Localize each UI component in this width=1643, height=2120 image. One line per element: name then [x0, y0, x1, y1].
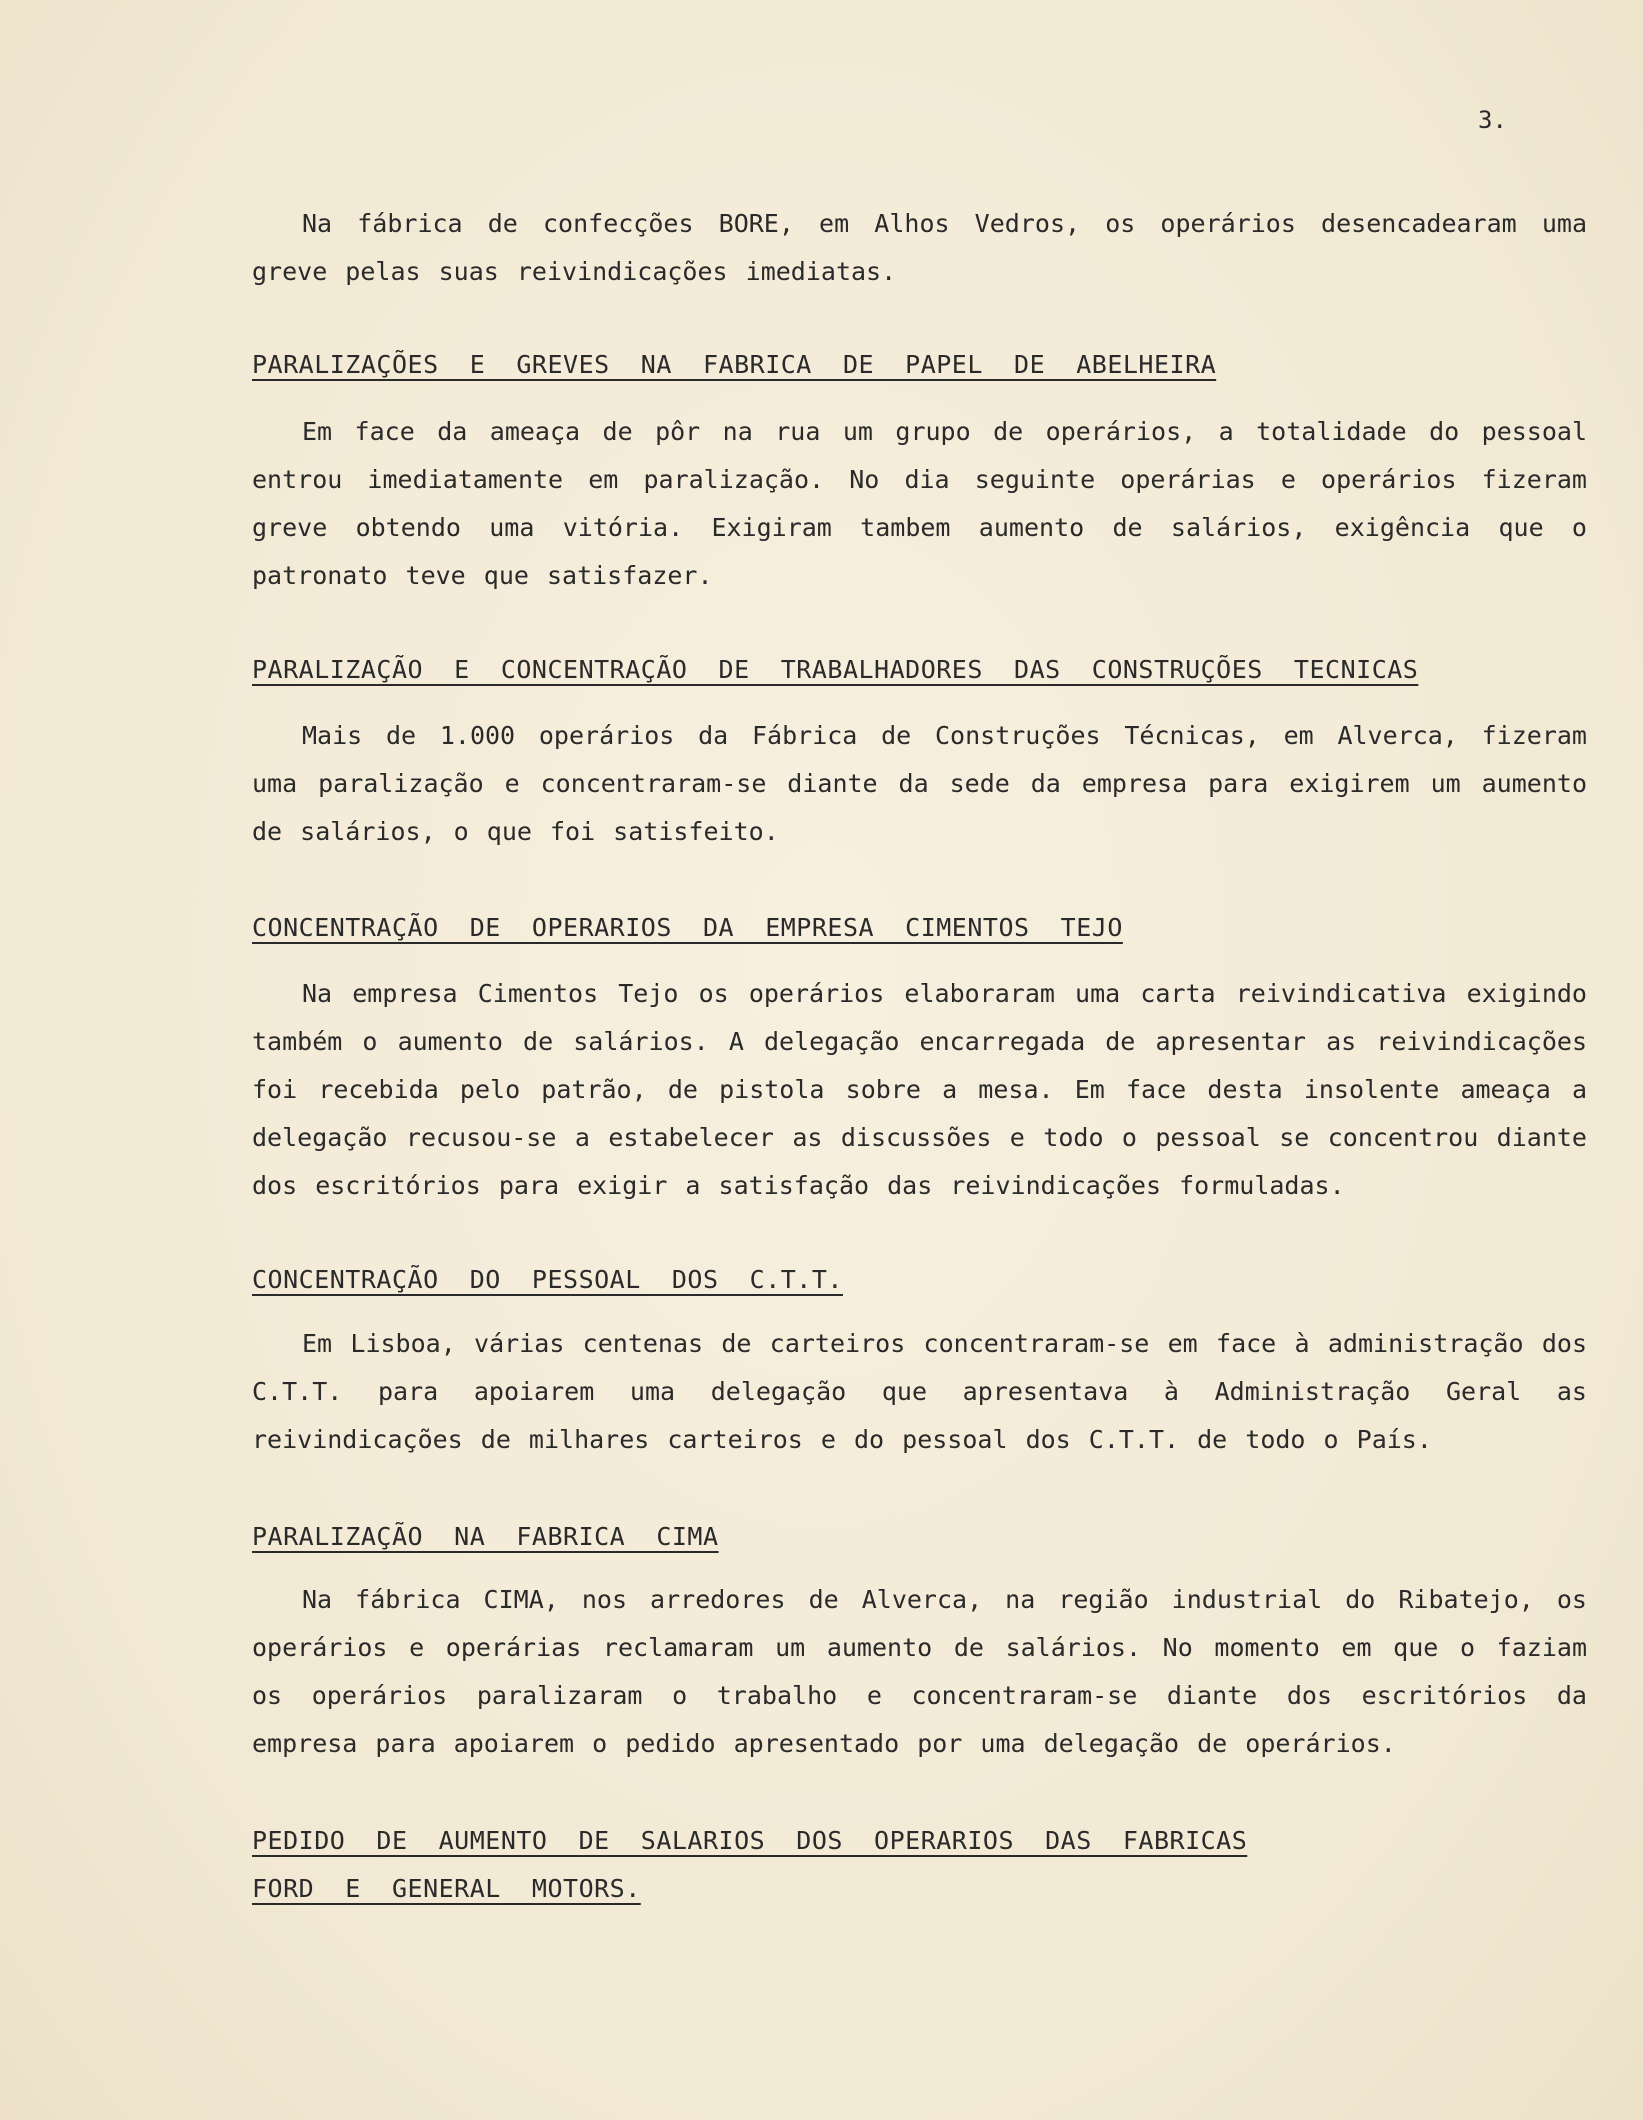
heading-ford-gm-line1: PEDIDO DE AUMENTO DE SALARIOS DOS OPERARIOS DAS FABRICAS [252, 1826, 1248, 1855]
heading-ctt: CONCENTRAÇÃO DO PESSOAL DOS C.T.T. [252, 1265, 843, 1294]
paragraph-ctt: Em Lisboa, várias centenas de carteiros concentraram-se em face à administração dos C.T.T. para apoiarem uma delegação que apresentava à Administração Geral as reivindicações de milhares carteiros e do pessoal dos C.T.T. de todo o País. [252, 1329, 1587, 1454]
heading-cimentos-tejo: CONCENTRAÇÃO DE OPERARIOS DA EMPRESA CIMENTOS TEJO [252, 913, 1123, 942]
paragraph-cima: Na fábrica CIMA, nos arredores de Alverca, na região industrial do Ribatejo, os operários e operárias reclamaram um aumento de salários. No momento em que o faziam os operários paralizaram o trabalho e concentraram-se diante dos escritórios da empresa para apoiarem o pedido apresentado por uma delegação de operários. [252, 1585, 1587, 1758]
heading-ford-gm-line2: FORD E GENERAL MOTORS. [252, 1874, 641, 1903]
paragraph-cimentos-tejo: Na empresa Cimentos Tejo os operários elaboraram uma carta reivindicativa exigindo também o aumento de salários. A delegação encarregada de apresentar as reivindicações foi recebida pelo patrão, de pistola sobre a mesa. Em face desta insolente ameaça a delegação recusou-se a estabelecer as discussões e todo o pessoal se concentrou diante dos escritórios para exigir a satisfação das reivindicações formuladas. [252, 979, 1587, 1200]
intro-paragraph: Na fábrica de confecções BORE, em Alhos Vedros, os operários desencadearam uma greve pelas suas reivindicações imediatas. [252, 209, 1587, 286]
paragraph-construcoes-tecnicas: Mais de 1.000 operários da Fábrica de Construções Técnicas, em Alverca, fizeram uma paralização e concentraram-se diante da sede da empresa para exigirem um aumento de salários, o que foi satisfeito. [252, 721, 1587, 846]
paragraph-abelheira: Em face da ameaça de pôr na rua um grupo de operários, a totalidade do pessoal entrou imediatamente em paralização. No dia seguinte operárias e operários fizeram greve obtendo uma vitória. Exigiram tambem aumento de salários, exigência que o patronato teve que satisfazer. [252, 417, 1587, 590]
heading-abelheira: PARALIZAÇÕES E GREVES NA FABRICA DE PAPEL DE ABELHEIRA [252, 350, 1217, 379]
heading-cima: PARALIZAÇÃO NA FABRICA CIMA [252, 1522, 719, 1551]
page-number: 3. [1478, 106, 1507, 134]
heading-construcoes-tecnicas: PARALIZAÇÃO E CONCENTRAÇÃO DE TRABALHADORES DAS CONSTRUÇÕES TECNICAS [252, 655, 1419, 684]
